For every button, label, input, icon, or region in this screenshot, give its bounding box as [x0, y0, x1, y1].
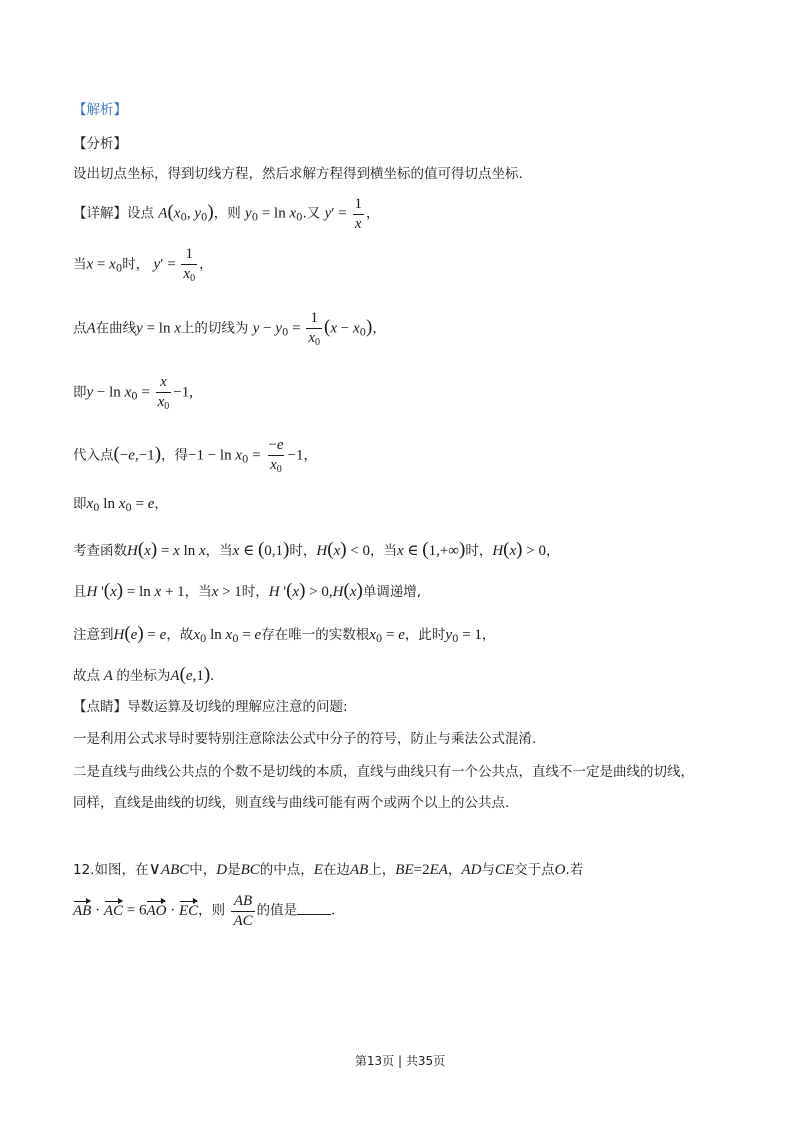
answer-blank[interactable]	[297, 902, 331, 915]
pinpoint-line: 【点睛】导数运算及切线的理解应注意的问题:	[73, 699, 348, 715]
detail-line-7: 考查函数H(x) = x ln x，当x ∈ (0,1)时，H(x) < 0，当x ∈ (1,+∞)时，H(x) > 0，	[73, 539, 560, 560]
detail-line-2: 当$x = x_0$时， y′ = $\frac{1}{x_0}$ ，	[73, 246, 213, 284]
detail-label: 【详解】	[73, 205, 127, 222]
detail-line-3: 点A在曲线y = ln x上的切线为 $y - y_0$ = $\frac{1}{x_0}$ $(x - x_0)$，	[73, 310, 386, 348]
detail-line-9: 注意到H(e) = e，故$x_0$ $\ln x_0 = e$存在唯一的实数根$x_0 = e$，此时$y_0 = 1$，	[73, 623, 496, 645]
detail-line-10: 故点 A 的坐标为A(e,1).	[73, 664, 214, 685]
question-12-line-2: AB · AC = 6AO · EC，则 $\frac{AB}{AC}$ 的值是 .	[73, 893, 335, 929]
note-2: 二是直线与曲线公共点的个数不是切线的本质，直线与曲线只有一个公共点，直线不一定是曲线的切线，	[73, 764, 694, 780]
detail-line-5: 代入点(−e,−1)，得$-1 - \ln x_0$ = $\frac{-e}{x_0}$ −1，	[73, 437, 317, 475]
note-3: 同样，直线是曲线的切线，则直线与曲线可能有两个或两个以上的公共点.	[73, 795, 510, 811]
detail-line-4: 即$y - \ln x_0$ = $\frac{x}{x_0}$ −1,	[73, 374, 193, 412]
page-footer: 第13页 | 共35页	[354, 1054, 446, 1068]
detail-line-8: 且H '(x) = ln x + 1，当x > 1时，H '(x) > 0,H(x)单调递增,	[73, 580, 422, 601]
detail-line-6: 即$x_0$ $\ln x_0 = e$，	[73, 496, 168, 514]
analysis-label: 【分析】	[73, 136, 127, 152]
pinpoint-label: 【点睛】	[73, 699, 127, 715]
analysis-text: 设出切点坐标，得到切线方程，然后求解方程得到横坐标的值可得切点坐标.	[73, 166, 523, 182]
question-12-line-1: 12.如图，在∨ABC中，D是BC的中点，E在边AB上，BE=2EA，AD与CE交于点O.若	[73, 859, 584, 878]
section-label: 【解析】	[73, 102, 127, 118]
detail-line-1: 【详解】设点 $A(x_0$, $y_0$)，则 $y_0 = \ln x_0$.又 y′ = $\frac{1}{x}$ ，	[73, 196, 380, 232]
note-1: 一是利用公式求导时要特别注意除法公式中分子的符号，防止与乘法公式混淆.	[73, 731, 537, 747]
